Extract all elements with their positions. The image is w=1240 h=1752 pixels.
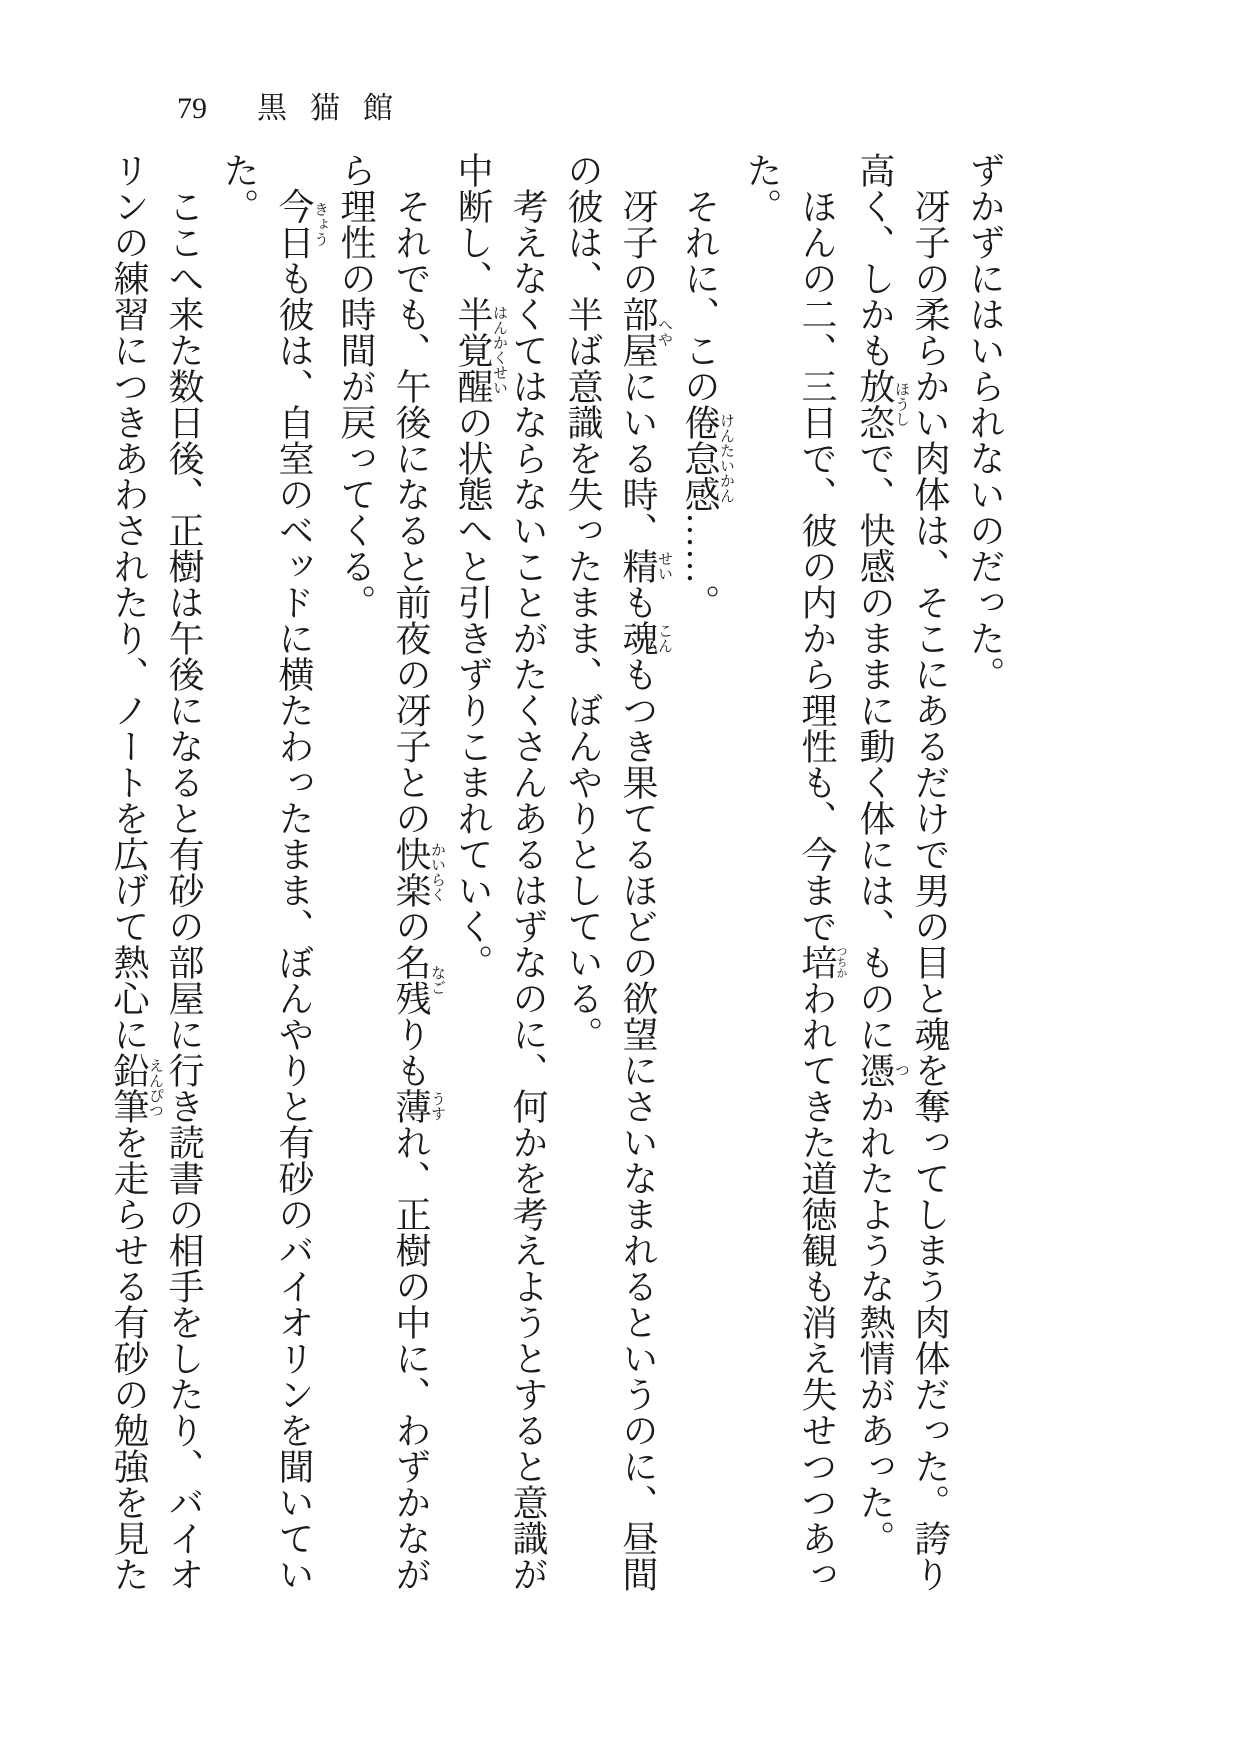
paragraph: 冴子の柔らかい肉体は、そこにあるだけで男の目と魂を奪ってしまう肉体だった。誇り高く、しかも放恣ほうしで、快感のままに動く体には、ものに憑つかれたような熱情があった。 [855, 152, 950, 1592]
paragraph: それに、この倦怠感けんたいかん……。 [680, 188, 734, 620]
ruby-word: 今日きょう [274, 188, 328, 260]
page-number: 79 [177, 92, 207, 125]
ruby-word: 精せい [618, 548, 672, 584]
ruby-word: 半覚醒はんかくせい [453, 296, 507, 404]
paragraph: それでも、午後になると前夜の冴子との快楽かいらくの名残なごりも薄うすれ、正樹の中に、わずかながら理性の時間が戻ってくる。 [336, 152, 445, 1592]
ruby-word: 培つちか [797, 944, 847, 980]
ruby-word: 倦怠感けんたいかん [680, 404, 734, 512]
ruby-word: 薄うす [391, 1088, 445, 1124]
ruby-word: 魂こん [618, 620, 672, 656]
running-title: 黒猫館 [257, 92, 416, 125]
ruby-word: 快楽かいらく [391, 836, 445, 908]
body-text [109, 152, 1012, 1594]
paragraph: ここへ来た数日後、正樹は午後になると有砂の部屋に行き読書の相手をしたり、バイオリンの練習につきあわされたり、ノートを広げて熱心に鉛筆えんぴつを走らせる有砂の勉強を見た [109, 152, 204, 1592]
paragraph: ほんの二、三日で、彼の内から理性も、今まで培つちかわれてきた道徳観も消え失せつつあった。 [742, 152, 847, 1592]
ruby-word: 鉛筆えんぴつ [109, 1052, 163, 1124]
paragraph: 冴子の部屋へやにいる時、精せいも魂こんもつき果てるほどの欲望にさいなまれるというのに、昼間の彼は、半ば意識を失ったまま、ぼんやりとしている。 [563, 152, 672, 1592]
ruby-word: 名残なご [391, 944, 445, 1016]
ruby-word: 憑つ [855, 1052, 909, 1088]
paragraph: ずかずにはいられないのだった。 [965, 152, 1005, 692]
ruby-word: 放恣ほうし [855, 368, 909, 440]
paragraph: 今日きょうも彼は、自室のベッドに横たわったまま、ぼんやりと有砂のバイオリンを聞いていた。 [219, 152, 328, 1592]
paragraph: 考えなくてはならないことがたくさんあるはずなのに、何かを考えようとすると意識が中断し、半覚醒はんかくせいの状態へと引きずりこまれていく。 [453, 152, 548, 1592]
ruby-word: 部屋へや [618, 296, 672, 368]
